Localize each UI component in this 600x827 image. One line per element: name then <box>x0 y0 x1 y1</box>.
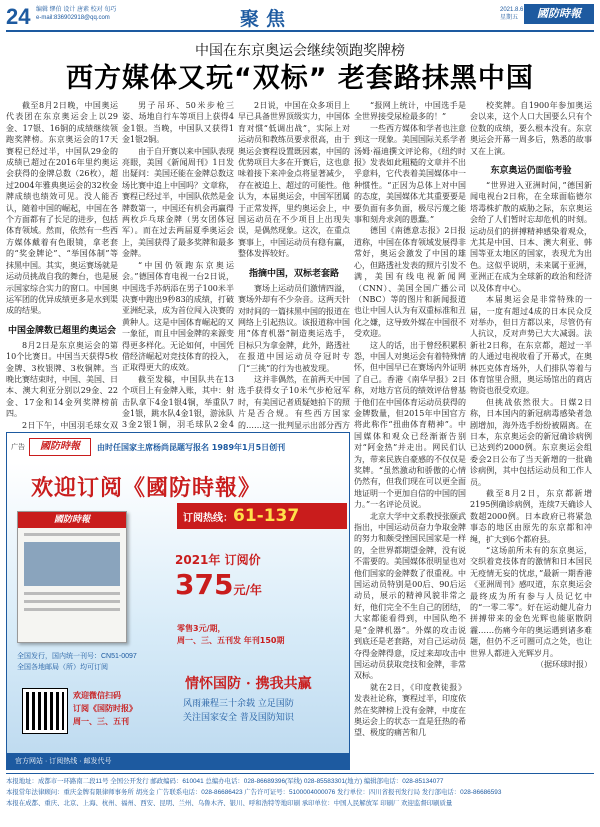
cover-masthead: 國防時報 <box>18 512 126 528</box>
paragraph: 但挑战依然很大。日媒2日称，日本国内的新冠病毒感染者急剧增加，海外选手纷纷被隔离。在日本，东京奥运会的新冠确诊病例已达到约2000例。东京奥运会组委会2日公布了当天新增的一批确诊病例，其中包括运动员和工作人员。 <box>470 397 592 487</box>
editor-meta <box>36 6 116 22</box>
paragraph: 8月2日是东京奥运会的第10个比赛日。中国当天获得5枚金牌、3枚银牌、3枚铜牌。当晚比赛结束时，中国、美国、日本、澳大利亚分别以29金、22金、17金和14金列奖牌榜前四。 <box>6 340 118 419</box>
paragraph: 男子吊环、50米步枪三姿、场地自行车等项目上获得4金1银。当晚，中国队又获得1金1银2铜。 <box>122 101 234 145</box>
subscription-hotline <box>177 503 347 529</box>
header-rule <box>6 30 594 32</box>
article-column-4 <box>354 100 466 790</box>
subscription-price-box <box>175 551 325 621</box>
ad-banner <box>7 433 350 463</box>
page-number: 24 <box>6 4 31 29</box>
paragraph: “中国仍领跑东京奥运会。”德国体育电视一台2日说，中国选手苏炳添在男子100米半决赛中跑出9秒83的成绩，打破亚洲纪录，成为首位闯入决赛的黄种人。这是中国体育崛起的又一象征，而且中国金牌的来源变得更多样化。无论如何，中国凭借经济崛起对竞技体育的投入，正取得更大的成效。 <box>122 260 234 373</box>
ad-footer: 官方网站 · 订阅热线 · 邮发代号 <box>7 753 350 770</box>
issue-code <box>17 651 167 673</box>
retail-price: 零售3元/期， <box>177 624 226 633</box>
paragraph: “这场前所未有的东京奥运，交织着竞技体育的激情和日本国民无疫情无妄的忧虑，”最新一期香港《亚洲周刊》感叹道，东京奥运会最终成为所有参与人员记忆中的“一零二零”。好在运动健儿奋力拼搏带来的金色光辉也能驱散阴霾……伤痛今年的奥运遇到诸多难题，但仍不乏可圈可点之处，也让世界人都进入光辉岁月。 <box>470 546 592 658</box>
paragraph: 一些西方媒体和学者也注意到这一现象。美国国际关系学者汤姆·福迪撰文评论称，《纽约时报》发表如此粗糙的文章并不出乎意料，它代表着美国媒体中一种惯性。“正因为总体上对中国的态度，美国媒体尤其重要要是要负面有多负面，极尽污蔑之能事和刻舟求剑的愚蠢。” <box>354 123 466 225</box>
qr-code-icon[interactable] <box>23 689 67 733</box>
paragraph: 这人的话，出于曾经积累积怨，中国人对奥运会有着特殊情怀，但中国早已在赛场内外证明了自己。香港《南华早报》2日称，对地方官员的绩效评估曾基于他们在中国体育运动员获得的金牌数量，但2015年中国官方将此称作“扭曲体育精神”。中国媒体和观众已经渐渐告别对“阿金热”并走出。网民们认为，带来民族自豪感的不仅仅是奖牌。“虽然激动和骄傲的心情仍然有，但我们现在可以更全面地证明一个更加自信的中国的国力。”一名评论员说。 <box>354 340 466 510</box>
issue-weekday: 星期五 <box>500 15 519 21</box>
paragraph: 赛场上运动员们激情四溢，赛场外却有不少杂音。这两天针对时间的一篇抹黑中国的报道在网络上引起热议。该报道称中国用“体育机器”制造奥运选手，目标只为拿金牌，此外，路透社在报道中国运动员夺冠时专门“三挑”的行为也被发现。 <box>238 283 350 373</box>
article-kicker: 中国在东京奥运会继续领跑奖牌榜 <box>195 43 405 59</box>
issue-date-value: 2021.8.6 <box>500 7 524 13</box>
hotline-number: 61-137 <box>233 506 300 526</box>
ad-body <box>7 463 350 770</box>
subheading: 中国金牌数已超里约奥运会 <box>7 325 116 336</box>
paragraph: 截至8月2日晚，中国奥运代表团在东京奥运会上以29金、17银、16铜的成绩继续领跑奖牌榜。东京奥运会的17天赛程已经过半，中国队29金的成绩已超过在2016年里约奥运会获得的金牌总数（26枚），超过2004年雅典奥运会的32枚金牌成绩也绩效可见。没人能否认，随着中国的崛起，中国在各个方面都有了长足的进步，包括体育领域。然而，依然有一些西方媒体戴着有色眼镜，拿老套的“奖金牌论”、“举国体制”等抹黑中国。其实，奥运赛场就是运动员挑战自我的舞台，也是展示国家综合实力的窗口。中国奥运军团的优异成绩更多是水到渠成的结果。 <box>6 101 118 316</box>
price-unit: 元/年 <box>233 583 262 597</box>
article-source: （据环球时报） <box>536 660 592 670</box>
page-header <box>0 0 600 36</box>
ad-welcome-title: 欢迎订阅《國防時報》 <box>31 475 262 501</box>
editor-email: e-mail:836902918@qq.com <box>36 15 110 21</box>
footer-rule <box>6 773 594 774</box>
paragraph: 德国《南德意志报》2日报道称，中国在体育领域发展得非常好，奥运会激发了中国的雄心，但路透社发表的照片引发不满，美国有线电视新闻网（CNN）、美国全国广播公司（NBC）等的图片和新闻报道也让中国人认为有双重标准和丑化之嫌，这导致外媒在中国很不受欢迎。 <box>354 226 466 339</box>
ad-verse <box>183 697 345 725</box>
cover-photo <box>24 542 120 586</box>
price-value: 375 <box>175 568 234 601</box>
qr-caption-line: 欢迎微信扫码 <box>73 691 121 700</box>
qr-caption-line: 订阅《国防时报》 <box>73 704 137 713</box>
subheading: 指摘中国，双标老套路 <box>248 268 339 279</box>
subheading: 东京奥运仍面临考验 <box>490 166 572 177</box>
footer-line: 本报地址：成都市一环路南二段11号 全国公开发行 邮政编码：610041 总编办电话：028-86689396(军线) 028-85583301(地方) 编辑部电话：028-85134077 <box>6 778 444 785</box>
article-column-1 <box>6 100 118 430</box>
paragraph: “世界进入亚洲时间，”德国新闻电视台2日称，在全球面临德尔塔毒株扩散的威胁之际，东京奥运会给了人们暂时忘却危机的时刻。运动员们的拼搏精神感染着观众，尤其是中国、日本、澳大利亚、韩国等亚太地区的国家，表现尤为出色。这似乎说明，未来属于亚洲，亚洲正在成为全球新的政治和经济以及体育中心。 <box>470 181 592 293</box>
paragraph: 截至8月2日，东京都新增2195例确诊病例，连续7天确诊人数超2000例。日本政府已将紧急事态的地区由原先的东京都和冲绳，扩大到6个都府县。 <box>470 489 592 544</box>
paragraph: 截至发稿，中国队共在13个项目上有金牌入账，其中：射击队拿下4金1银4铜，举重队7金1银，跳水队4金1银，游泳队3金2银1铜，羽毛球队2金4 <box>122 374 234 430</box>
paragraph: 校奖牌。自1900年参加奥运会以来，这个人口大国要么只有个位数的成绩，要么根本没有。东京奥运会开幕一周多后，熟悉的故事又在上演。 <box>470 101 592 156</box>
paragraph: 这并非偶然，在前两天中国选手获得女子10米气步枪冠军时，有美国记者质疑她拍下的照片是否合规。有些西方国家的……这一批判显示出部分西方 <box>238 374 350 430</box>
paragraph: 2日说，中国在众多项目上早已具备世界顶级实力，中国体育对惯“低调出战”，实际上对运动员和教练员要求很高，由于奥运会赛程设置既因素，中国的优势项目大多在开赛后，这也意味着接下来冲金点将显著减少，存在被追上、超过的可能性。他认为，本届奥运会，中国军团属于正常发挥，里约奥运会上，中国运动员在不少项目上出现失误，是偶然现象。这次，在重点赛事上，中国运动员有稳有赢，整体发挥较好。 <box>238 101 350 259</box>
article-column-2 <box>122 100 234 430</box>
paragraph: “报网上统计，中国选手是全世界接受尿检最多的！” <box>354 101 466 122</box>
paragraph: 由于自开赛以来中国队表现亮眼，美国《新闻周刊》1日发出疑问：美国还能在金牌总数这场比赛中追上中国吗？文章称，赛程已经过半，中国队依然是金牌数第一，中国还有机会再赢得两枚乒乓球金牌（男女团体冠军）。而在过去两届夏季奥运会上，美国获得了最多奖牌和最多金牌。 <box>122 146 234 259</box>
schedule-text: 周一、三、五刊发 年刊150期 <box>177 636 285 645</box>
article-headline: 西方媒体又玩“双标” 老套路抹黑中国 <box>66 63 534 94</box>
qr-caption-line: 周一、三、五刊 <box>73 717 129 726</box>
issue-code-line: 全国发行，国内统一刊号：CN51-0097 <box>17 653 137 660</box>
subscription-advertisement <box>6 432 350 770</box>
newspaper-logo: 國防時報 <box>524 4 594 24</box>
qr-caption <box>73 689 137 728</box>
ad-slogan: 情怀国防 · 携我共赢 <box>185 676 312 692</box>
publication-schedule <box>177 623 347 659</box>
footer-line: 本报常年法律顾问：重庆金牌有限律师事务所 胡亮金 广告联系电话：028-86686423 广告许可证号：5100004000076 发行单位：四川省报刊发行局 发行部电话：028-86686593 <box>6 789 502 796</box>
ad-verse-line: 关注国家安全 普及国防知识 <box>183 713 294 723</box>
editor-line: 编辑 缪伯 设计 唐素 校对 旬巧 <box>36 7 117 13</box>
section-title: 聚焦 <box>240 8 293 30</box>
hotline-label: 订阅热线： <box>183 513 233 524</box>
paragraph: 北京大学中文系教授张颐武指出，中国运动员奋力争取金牌的努力和颇受挫国民国家是一样的，全世界都期望金牌，没有说不需要的。美国媒体很明显也对他们国家的金牌数了很重视。中国运动员特别是00后、90后运动员，展示的精神风貌非常之好，他们完全不生自己的团结，大家都能看得到，中国队绝不是“金牌机器”。外媒的攻击说到底还是老套路，对自己运动员夺得金牌得意，反过来却攻击中国运动员获取竞技和金牌，非常双标。 <box>354 511 466 681</box>
issue-code-line: 全国各地邮局（所）均可订阅 <box>17 664 108 671</box>
footer-line: 本报在成都、重庆、北京、上海、杭州、福州、西安、昆明、兰州、乌鲁木齐、银川、呼和浩特等地印刷 承印单位：中国人民解放军 印刷厂 欢迎监督印刷质量 <box>6 800 453 807</box>
issue-date <box>500 6 523 22</box>
price-year: 2021年 <box>175 553 221 567</box>
ad-logo: 國防時報 <box>29 438 91 456</box>
article-column-3 <box>238 100 350 430</box>
ad-strapline: 由时任国家主席杨尚昆题写报名 1989年1月5日创刊 <box>97 443 286 452</box>
paragraph: 本届奥运会是非常特殊的一届，一度有超过4成的日本民众反对举办，但日方都以来，尽管仍有人抗议，反对声势已大大减弱。法新社2日称，在东京都，超过一半的人通过电视收看了开幕式，在奥林匹克体育场外，人们排队等着与体育馆里合照，奥运场馆出的商店物资也很受欢迎。 <box>470 295 592 396</box>
paragraph: 就在2日，《印度教徒报》发表社论称，赛程过半，印度依然在奖牌榜上没有金牌，中度在奥运会上的状态一直是狂热的希望、极度的痛苦和几 <box>354 682 466 738</box>
price-label: 订阅价 <box>224 553 261 567</box>
ad-tag: 广告 <box>11 444 25 451</box>
newspaper-cover-image <box>17 511 127 643</box>
ad-verse-line: 风雨兼程三十余载 立足国防 <box>183 699 294 709</box>
article-column-5 <box>470 100 592 790</box>
paragraph: 2日下午，中国羽毛球女双 <box>22 420 118 430</box>
